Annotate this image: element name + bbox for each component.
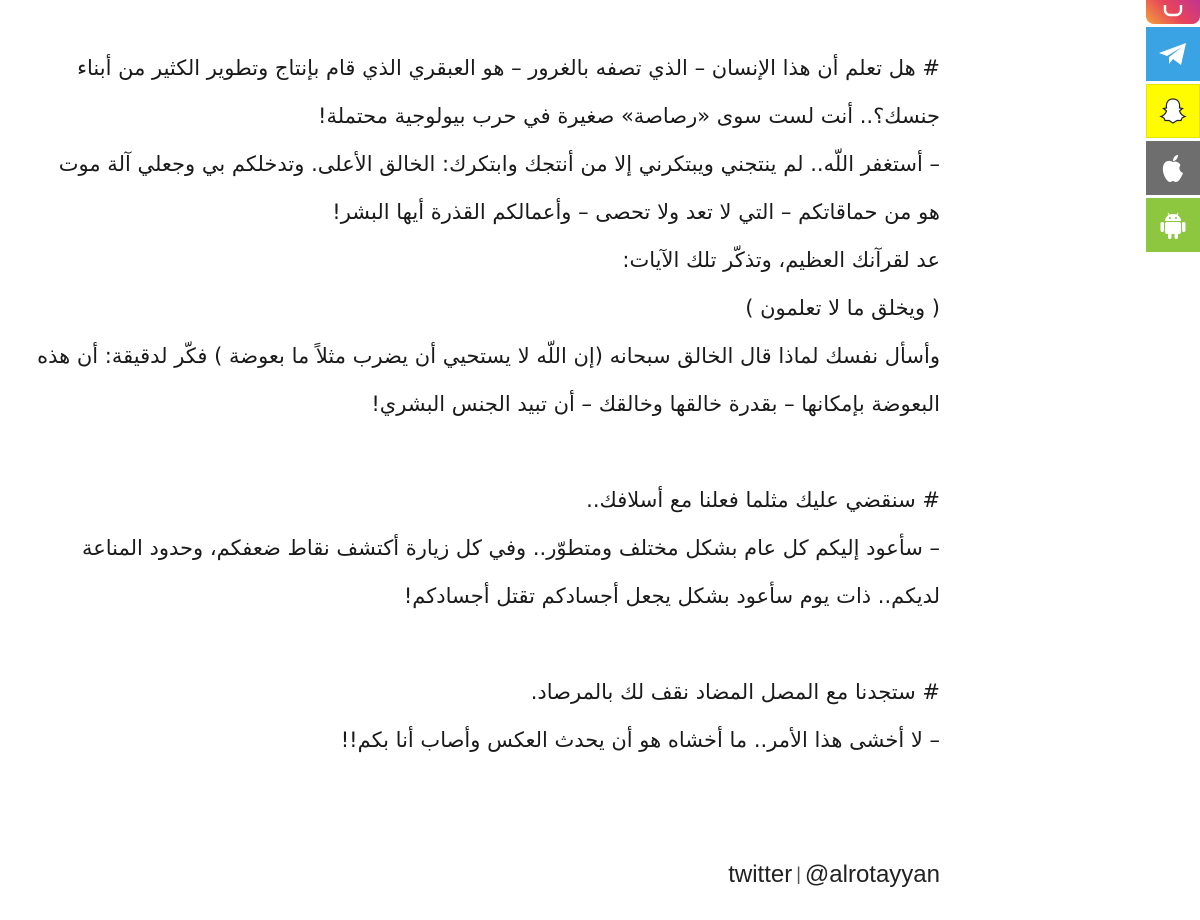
article-body [36, 44, 940, 764]
signature-separator: | [796, 864, 801, 884]
apple-button[interactable] [1146, 141, 1200, 195]
snapchat-icon [1157, 95, 1189, 127]
paragraph-answer-2: – سأعود إليكم كل عام بشكل مختلف ومتطوّر.. وفي كل زيارة أكتشف نقاط ضعفكم، وحدود المناعة لديكم.. ذات يوم سأعود بشكل يجعل أجسادكم تقتل أجسادكم! [81, 536, 940, 608]
paragraph-reminder: عد لقرآنك العظيم، وتذكّر تلك الآيات: [622, 248, 940, 272]
social-sidebar [1146, 0, 1200, 255]
android-button[interactable] [1146, 198, 1200, 252]
paragraph-answer-1: – أستغفر اللّه.. لم ينتجني ويبتكرني إلا من أنتجك وابتكرك: الخالق الأعلى. وتدخلكم بي وجعلي آلة موت هو من حماقاتكم – التي لا تعد ولا تحصى – وأعمالكم القذرة أيها البشر! [58, 152, 940, 224]
paragraph-gap [36, 620, 940, 668]
paragraph-gap [36, 428, 940, 476]
paragraph-reflection: وأسأل نفسك لماذا قال الخالق سبحانه (إن اللّه لا يستحيي أن يضرب مثلاً ما بعوضة ) فكّر لدقيقة: أن هذه البعوضة بإمكانها – بقدرة خالقها وخالقك – أن تبيد الجنس البشري! [37, 344, 940, 416]
telegram-icon [1157, 40, 1189, 68]
signature-platform: twitter [728, 861, 793, 888]
paragraph-verse: ( ويخلق ما لا تعلمون ) [745, 296, 940, 320]
paragraph-question-2: # سنقضي عليك مثلما فعلنا مع أسلافك.. [586, 488, 940, 512]
paragraph-answer-3: – لا أخشى هذا الأمر.. ما أخشاه هو أن يحدث العكس وأصاب أنا بكم!! [340, 728, 940, 752]
paragraph-question-3: # ستجدنا مع المصل المضاد نقف لك بالمرصاد. [530, 680, 940, 704]
instagram-icon [1162, 5, 1184, 19]
author-signature[interactable] [640, 861, 940, 889]
instagram-button[interactable] [1146, 0, 1200, 24]
signature-handle[interactable]: @alrotayyan [804, 861, 940, 888]
telegram-button[interactable] [1146, 27, 1200, 81]
apple-icon [1158, 152, 1188, 184]
android-icon [1158, 209, 1188, 241]
paragraph-question-1: # هل تعلم أن هذا الإنسان – الذي تصفه بالغرور – هو العبقري الذي قام بإنتاج وتطوير الكثير من أبناء جنسك؟.. أنت لست سوى «رصاصة» صغيرة في حرب بيولوجية محتملة! [77, 56, 940, 128]
snapchat-button[interactable] [1146, 84, 1200, 138]
